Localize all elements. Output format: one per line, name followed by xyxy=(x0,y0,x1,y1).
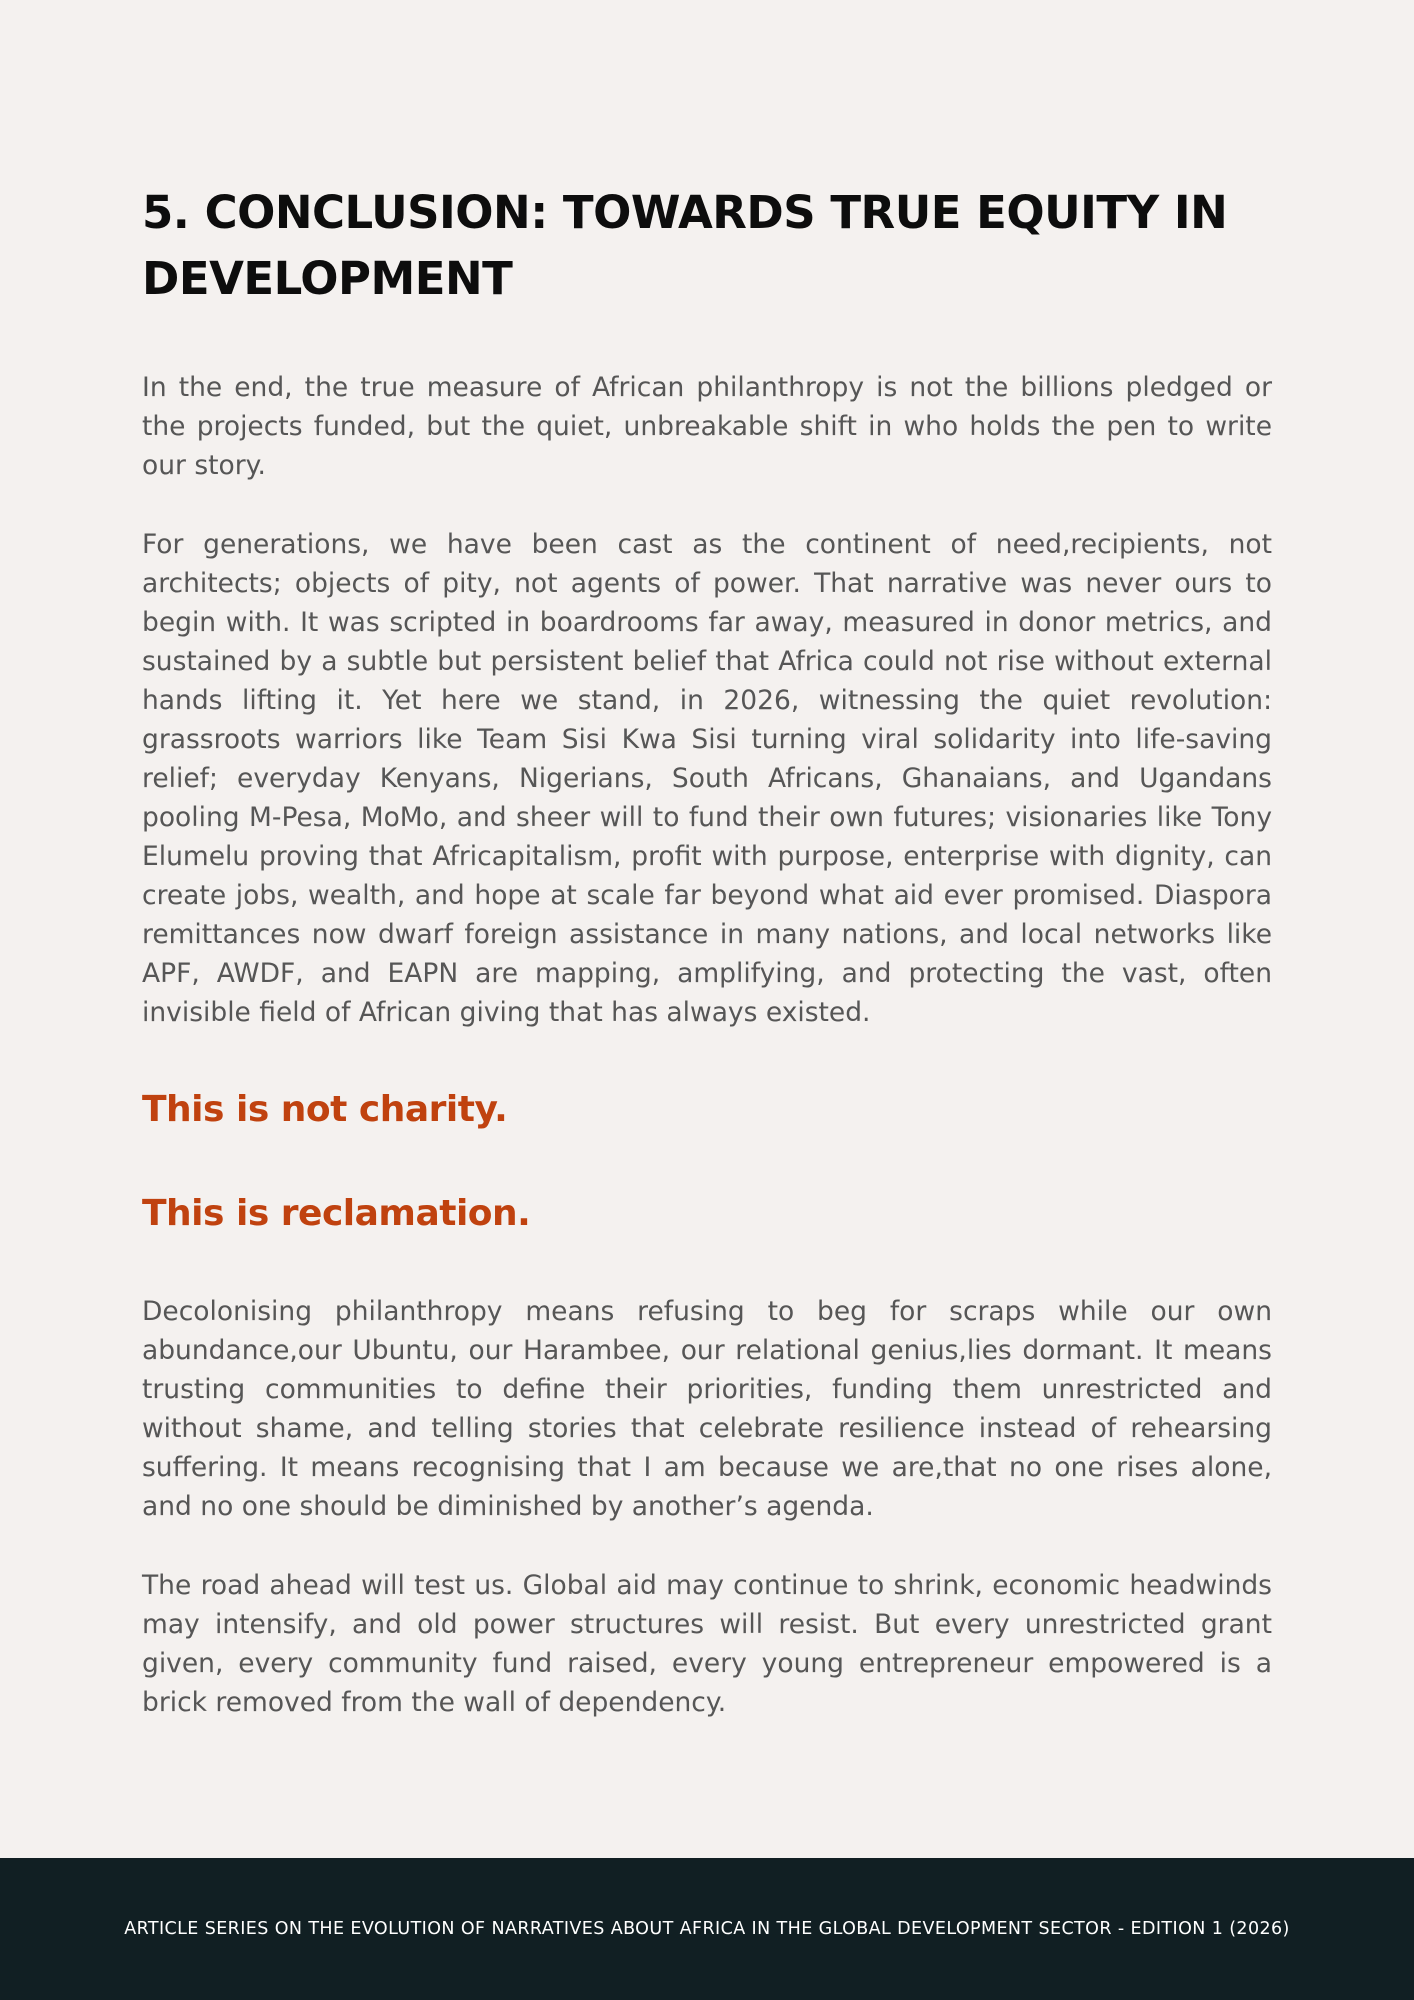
callout-not-charity: This is not charity. xyxy=(142,1089,508,1130)
paragraph-road-ahead: The road ahead will test us. Global aid may continue to shrink, economic headwinds may intensify, and old power structures will resist. But every unrestricted grant given, every community fund raised, every young entrepreneur empowered is a brick removed from the wall of dependency. xyxy=(142,1570,1272,1718)
page-footer xyxy=(0,1858,1414,2000)
paragraph-decolonising: Decolonising philanthropy means refusing to beg for scraps while our own abundance,our Ubuntu, our Harambee, our relational genius,lies dormant. It means trusting communities to define their priorities, funding them unrestricted and without shame, and telling stories that celebrate resilience instead of rehearsing suffering. It means recognising that I am because we are,that no one rises alone, and no one should be diminished by another’s agenda. xyxy=(142,1296,1272,1522)
footer-series-label: ARTICLE SERIES ON THE EVOLUTION OF NARRATIVES ABOUT AFRICA IN THE GLOBAL DEVELOPMENT SECTOR - EDITION 1 (2026) xyxy=(124,1919,1290,1939)
paragraph-generations: For generations, we have been cast as the continent of need,recipients, not architects; objects of pity, not agents of power. That narrative was never ours to begin with. It was scripted in boardrooms far away, measured in donor metrics, and sustained by a subtle but persistent belief that Africa could not rise without external hands lifting it. Yet here we stand, in 2026, witnessing the quiet revolution: grassroots warriors like Team Sisi Kwa Sisi turning viral solidarity into life-saving relief; everyday Kenyans, Nigerians, South Africans, Ghanaians, and Ugandans pooling M-Pesa, MoMo, and sheer will to fund their own futures; visionaries like Tony Elumelu proving that Africapitalism, profit with purpose, enterprise with dignity, can create jobs, wealth, and hope at scale far beyond what aid ever promised. Diaspora remittances now dwarf foreign assistance in many nations, and local networks like APF, AWDF, and EAPN are mapping, amplifying, and protecting the vast, often invisible field of African giving that has always existed. xyxy=(142,529,1272,1028)
callout-reclamation: This is reclamation. xyxy=(142,1193,531,1234)
article-body xyxy=(142,180,1272,1722)
section-title: 5. CONCLUSION: TOWARDS TRUE EQUITY IN DEVELOPMENT xyxy=(142,186,1228,305)
paragraph-intro: In the end, the true measure of African philanthropy is not the billions pledged or the projects funded, but the quiet, unbreakable shift in who holds the pen to write our story. xyxy=(142,372,1272,481)
